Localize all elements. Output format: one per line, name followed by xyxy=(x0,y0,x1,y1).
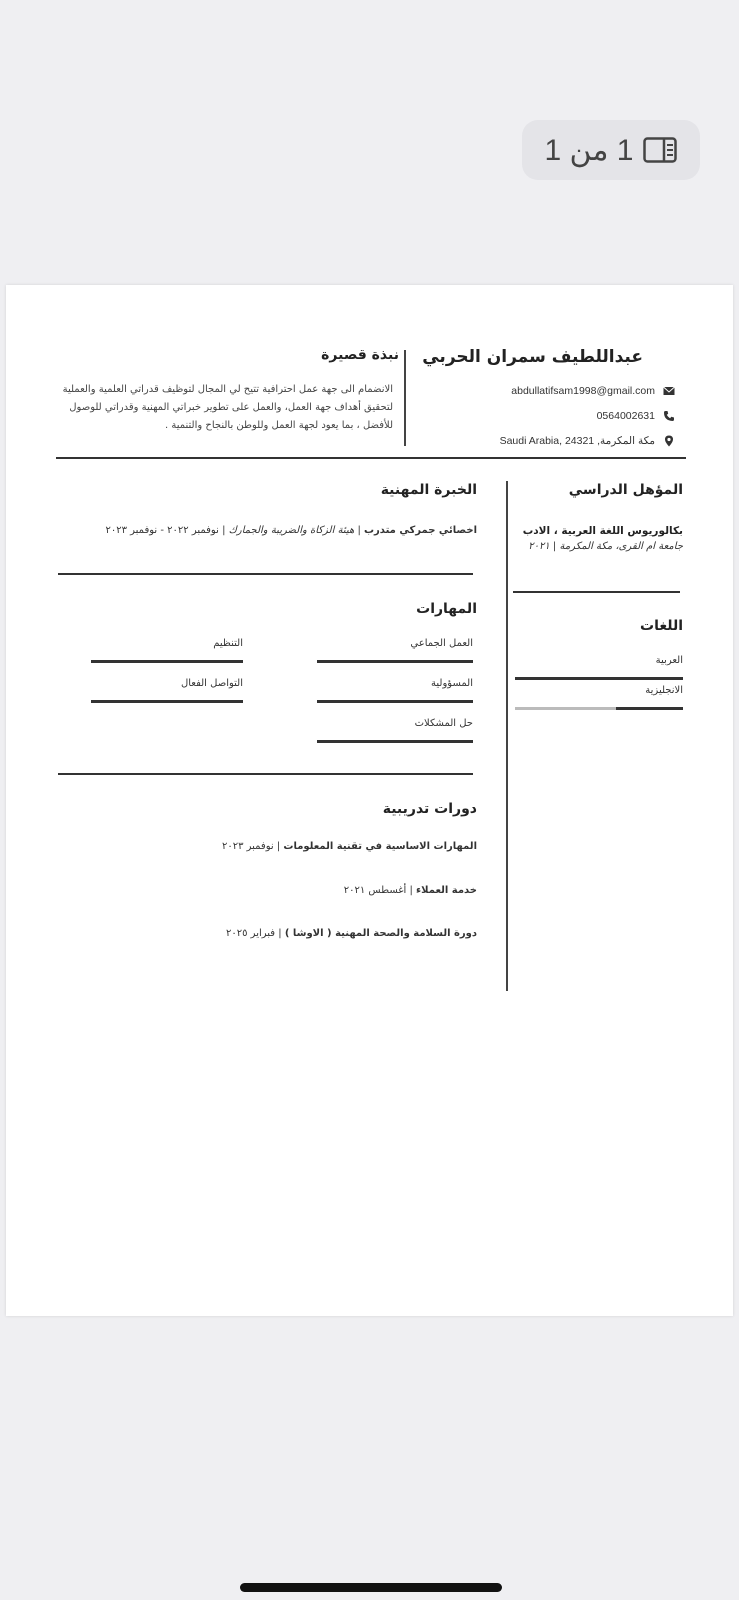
email-text: abdullatifsam1998@gmail.com xyxy=(511,385,655,397)
separator: | xyxy=(278,928,282,939)
skill-label: العمل الجماعي xyxy=(410,638,473,649)
section-divider-skills xyxy=(58,573,473,575)
skill-item xyxy=(317,638,473,663)
about-text: الانضمام الى جهة عمل احترافية تتيح لي المجال لتوظيف قدراتي العلمية والعملية لتحقيق أهداف جهة العمل، والعمل على تطوير خبراتي المهنية وقدراتي للوصول للأفضل ، بما يعود لجهة العمل وللوطن بالنجاح والتنمية . xyxy=(62,384,393,431)
location-pin-icon xyxy=(663,435,675,447)
language-bar-fill xyxy=(515,677,683,680)
section-divider-courses xyxy=(58,773,473,775)
about-title: نبذة قصيرة xyxy=(321,347,399,363)
skill-bar xyxy=(91,660,243,663)
separator: | xyxy=(276,841,281,852)
envelope-icon xyxy=(663,385,675,397)
page-indicator[interactable] xyxy=(522,120,700,180)
skill-item xyxy=(91,678,243,703)
courses-title: دورات تدريبية xyxy=(382,801,477,817)
language-item xyxy=(515,655,683,680)
course-name: المهارات الاساسية في تقنية المعلومات xyxy=(283,841,477,852)
skill-item xyxy=(91,638,243,663)
language-label: الانجليزية xyxy=(645,685,683,696)
course-name: خدمة العملاء xyxy=(416,885,477,896)
skill-bar xyxy=(91,700,243,703)
language-bar-track xyxy=(515,677,683,680)
course-item xyxy=(226,928,477,939)
education-school: جامعة ام القرى، مكة المكرمة xyxy=(559,541,683,552)
education-title: المؤهل الدراسي xyxy=(568,482,683,498)
language-item xyxy=(515,685,683,710)
contact-phone-row xyxy=(597,410,675,422)
experience-org: هيئة الزكاة والضريبة والجمارك xyxy=(228,525,355,536)
section-divider-languages xyxy=(513,591,680,593)
contact-email-row xyxy=(511,385,675,397)
education-degree: بكالوريوس اللغة العربية ، الادب xyxy=(522,525,683,537)
resume-page xyxy=(6,285,733,1316)
course-item xyxy=(344,885,477,896)
languages-title: اللغات xyxy=(640,618,683,634)
skill-label: التنظيم xyxy=(213,638,243,649)
skill-label: المسؤولية xyxy=(431,678,473,689)
header-divider xyxy=(404,350,406,446)
separator: | xyxy=(357,525,361,536)
contact-address-row xyxy=(500,435,675,447)
course-date: أغسطس ٢٠٢١ xyxy=(343,885,407,896)
language-bar-fill xyxy=(616,707,683,710)
skill-label: التواصل الفعال xyxy=(180,678,243,689)
skill-bar xyxy=(317,660,473,663)
course-date: نوفمبر ٢٠٢٣ xyxy=(221,841,274,852)
skill-bar xyxy=(317,700,473,703)
phone-text: 0564002631 xyxy=(596,410,655,422)
reader-sidebar-icon xyxy=(643,137,677,163)
address-text: مكة المكرمة, 24321 ,Saudi Arabia xyxy=(499,435,655,447)
skill-item xyxy=(317,718,473,743)
education-year: ٢٠٢١ xyxy=(528,541,550,552)
skill-item xyxy=(317,678,473,703)
course-item xyxy=(222,841,477,852)
experience-title: الخبرة المهنية xyxy=(380,482,477,498)
separator: | xyxy=(222,525,226,536)
skill-label: حل المشكلات xyxy=(414,718,473,729)
section-divider-top xyxy=(56,457,686,459)
experience-item xyxy=(105,525,477,536)
experience-role: اخصائي جمركي متدرب xyxy=(364,525,477,536)
experience-dates: نوفمبر ٢٠٢٢ - نوفمبر ٢٠٢٣ xyxy=(105,525,219,536)
skill-bar xyxy=(317,740,473,743)
language-bar-track xyxy=(515,707,683,710)
separator: | xyxy=(552,541,557,552)
page-count-text: 1 من 1 xyxy=(544,133,634,167)
home-indicator[interactable] xyxy=(240,1583,502,1592)
phone-icon xyxy=(663,410,675,422)
column-divider xyxy=(506,481,508,991)
skills-title: المهارات xyxy=(416,601,477,617)
candidate-name: عبداللطيف سمران الحربي xyxy=(422,347,643,367)
education-school-row xyxy=(528,541,683,552)
separator: | xyxy=(409,885,413,896)
course-name: دورة السلامة والصحة المهنية ( الاوشا ) xyxy=(284,928,477,939)
course-date: فبراير ٢٠٢٥ xyxy=(226,928,276,939)
language-label: العربية xyxy=(655,655,683,666)
